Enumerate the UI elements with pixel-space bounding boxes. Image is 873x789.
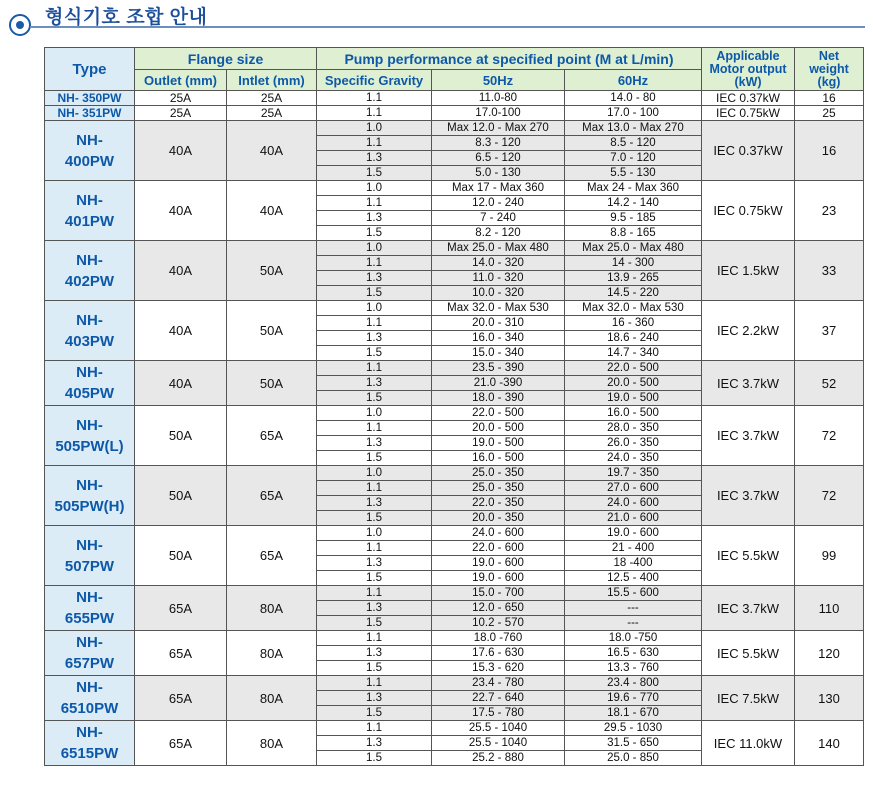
specific-gravity-cell: 1.3: [317, 376, 432, 391]
table-row: [45, 181, 864, 196]
net-weight-cell: 120: [795, 631, 864, 676]
model-type-line: NH-: [76, 679, 103, 696]
table-body: [45, 91, 864, 766]
perf-50hz-cell: 17.5 - 780: [432, 706, 565, 721]
specific-gravity-cell: 1.5: [317, 751, 432, 766]
perf-50hz-cell: Max 12.0 - Max 270: [432, 121, 565, 136]
table-row: [45, 721, 864, 736]
outlet-cell: 50A: [135, 526, 227, 586]
perf-60hz-cell: 21.0 - 600: [565, 511, 702, 526]
perf-50hz-cell: 16.0 - 500: [432, 451, 565, 466]
model-type-cell: [45, 676, 135, 721]
specific-gravity-cell: 1.1: [317, 361, 432, 376]
model-type-line: 505PW(L): [55, 437, 124, 455]
specific-gravity-cell: 1.1: [317, 196, 432, 211]
table-row: [45, 361, 864, 376]
header-motor-output: Applicable Motor output (kW): [702, 48, 795, 91]
outlet-cell: 40A: [135, 361, 227, 406]
net-weight-cell: 110: [795, 586, 864, 631]
specific-gravity-cell: 1.0: [317, 526, 432, 541]
specific-gravity-cell: 1.3: [317, 211, 432, 226]
table-row: [45, 106, 864, 121]
perf-60hz-cell: Max 32.0 - Max 530: [565, 301, 702, 316]
model-type-line: 401PW: [64, 212, 115, 230]
outlet-cell: 40A: [135, 301, 227, 361]
net-weight-cell: 33: [795, 241, 864, 301]
model-type-line: NH-: [76, 364, 103, 381]
perf-50hz-cell: Max 17 - Max 360: [432, 181, 565, 196]
perf-60hz-cell: 21 - 400: [565, 541, 702, 556]
outlet-cell: 40A: [135, 181, 227, 241]
header-type: Type: [45, 48, 135, 91]
motor-output-cell: IEC 2.2kW: [702, 301, 795, 361]
perf-50hz-cell: 19.0 - 600: [432, 571, 565, 586]
perf-50hz-cell: 12.0 - 240: [432, 196, 565, 211]
net-weight-cell: 37: [795, 301, 864, 361]
specific-gravity-cell: 1.3: [317, 646, 432, 661]
net-weight-cell: 72: [795, 466, 864, 526]
perf-50hz-cell: 11.0-80: [432, 91, 565, 106]
perf-60hz-cell: 28.0 - 350: [565, 421, 702, 436]
model-type-line: NH-: [76, 634, 103, 651]
specific-gravity-cell: 1.3: [317, 556, 432, 571]
model-type-cell: [45, 466, 135, 526]
outlet-cell: 50A: [135, 466, 227, 526]
model-type-line: NH-: [76, 536, 103, 554]
header-50hz: 50Hz: [432, 70, 565, 91]
perf-60hz-cell: 12.5 - 400: [565, 571, 702, 586]
perf-60hz-cell: 15.5 - 600: [565, 586, 702, 601]
perf-60hz-cell: 23.4 - 800: [565, 676, 702, 691]
perf-50hz-cell: 15.3 - 620: [432, 661, 565, 676]
model-type-line: NH-: [76, 131, 103, 149]
specific-gravity-cell: 1.1: [317, 481, 432, 496]
perf-60hz-cell: Max 25.0 - Max 480: [565, 241, 702, 256]
inlet-cell: 80A: [227, 721, 317, 766]
perf-50hz-cell: 7 - 240: [432, 211, 565, 226]
perf-50hz-cell: 14.0 - 320: [432, 256, 565, 271]
inlet-cell: 80A: [227, 586, 317, 631]
perf-60hz-cell: 14.7 - 340: [565, 346, 702, 361]
model-type-line: 402PW: [64, 272, 115, 290]
model-type-cell: [45, 181, 135, 241]
specific-gravity-cell: 1.1: [317, 421, 432, 436]
perf-50hz-cell: 8.3 - 120: [432, 136, 565, 151]
perf-50hz-cell: 11.0 - 320: [432, 271, 565, 286]
motor-output-cell: IEC 3.7kW: [702, 586, 795, 631]
outlet-cell: 65A: [135, 721, 227, 766]
net-weight-cell: 16: [795, 91, 864, 106]
model-type-cell: [45, 361, 135, 406]
perf-50hz-cell: 25.0 - 350: [432, 466, 565, 481]
perf-50hz-cell: 10.2 - 570: [432, 616, 565, 631]
perf-50hz-cell: 18.0 -760: [432, 631, 565, 646]
perf-60hz-cell: 8.5 - 120: [565, 136, 702, 151]
motor-output-cell: IEC 3.7kW: [702, 466, 795, 526]
specific-gravity-cell: 1.3: [317, 331, 432, 346]
perf-50hz-cell: 17.6 - 630: [432, 646, 565, 661]
motor-output-cell: IEC 3.7kW: [702, 406, 795, 466]
perf-60hz-cell: 18.0 -750: [565, 631, 702, 646]
specific-gravity-cell: 1.1: [317, 541, 432, 556]
inlet-cell: 80A: [227, 676, 317, 721]
perf-50hz-cell: 22.0 - 600: [432, 541, 565, 556]
outlet-cell: 65A: [135, 631, 227, 676]
perf-60hz-cell: 14.2 - 140: [565, 196, 702, 211]
perf-50hz-cell: 6.5 - 120: [432, 151, 565, 166]
page-header: [0, 0, 873, 34]
perf-60hz-cell: 25.0 - 850: [565, 751, 702, 766]
model-type-line: 6510PW: [60, 700, 119, 717]
specific-gravity-cell: 1.5: [317, 451, 432, 466]
motor-output-cell: IEC 1.5kW: [702, 241, 795, 301]
perf-50hz-cell: 5.0 - 130: [432, 166, 565, 181]
specific-gravity-cell: 1.5: [317, 511, 432, 526]
inlet-cell: 50A: [227, 361, 317, 406]
motor-output-cell: IEC 5.5kW: [702, 631, 795, 676]
perf-60hz-cell: 14.0 - 80: [565, 91, 702, 106]
perf-50hz-cell: 12.0 - 650: [432, 601, 565, 616]
perf-50hz-cell: 20.0 - 310: [432, 316, 565, 331]
perf-50hz-cell: 16.0 - 340: [432, 331, 565, 346]
model-type-line: NH-: [76, 251, 103, 269]
motor-output-cell: IEC 0.37kW: [702, 91, 795, 106]
outlet-cell: 40A: [135, 241, 227, 301]
model-type-cell: [45, 631, 135, 676]
model-type-cell: [45, 106, 135, 121]
specific-gravity-cell: 1.3: [317, 436, 432, 451]
specific-gravity-cell: 1.5: [317, 706, 432, 721]
header-specific-gravity: Specific Gravity: [317, 70, 432, 91]
header-net-weight: Net weight (kg): [795, 48, 864, 91]
perf-50hz-cell: 25.0 - 350: [432, 481, 565, 496]
perf-60hz-cell: 5.5 - 130: [565, 166, 702, 181]
perf-60hz-cell: ---: [565, 601, 702, 616]
table-row: [45, 301, 864, 316]
table-row: [45, 586, 864, 601]
inlet-cell: 40A: [227, 121, 317, 181]
perf-50hz-cell: 10.0 - 320: [432, 286, 565, 301]
outlet-cell: 65A: [135, 586, 227, 631]
net-weight-cell: 23: [795, 181, 864, 241]
model-type-cell: [45, 526, 135, 586]
perf-50hz-cell: 21.0 -390: [432, 376, 565, 391]
net-weight-cell: 72: [795, 406, 864, 466]
header-outlet: Outlet (mm): [135, 70, 227, 91]
perf-60hz-cell: 19.7 - 350: [565, 466, 702, 481]
perf-60hz-cell: 16.0 - 500: [565, 406, 702, 421]
header-inlet: Intlet (mm): [227, 70, 317, 91]
net-weight-cell: 25: [795, 106, 864, 121]
model-type-line: NH-: [76, 311, 103, 329]
page-title: 형식기호 조합 안내: [45, 7, 208, 28]
specific-gravity-cell: 1.5: [317, 571, 432, 586]
specific-gravity-cell: 1.1: [317, 316, 432, 331]
model-type-line: 507PW: [64, 557, 115, 575]
perf-60hz-cell: 8.8 - 165: [565, 226, 702, 241]
table-row: [45, 631, 864, 646]
outlet-cell: 40A: [135, 121, 227, 181]
model-type-line: 405PW: [64, 385, 115, 402]
model-type-line: NH-: [76, 191, 103, 209]
specific-gravity-cell: 1.3: [317, 496, 432, 511]
perf-60hz-cell: 19.6 - 770: [565, 691, 702, 706]
model-type-line: NH- 351PW: [57, 106, 122, 120]
table-row: [45, 526, 864, 541]
model-type-line: 6515PW: [60, 745, 119, 762]
header-pump-performance: Pump performance at specified point (M at L/min): [317, 48, 702, 70]
specific-gravity-cell: 1.1: [317, 136, 432, 151]
motor-output-cell: IEC 0.37kW: [702, 121, 795, 181]
pump-spec-table: [44, 47, 864, 766]
motor-output-cell: IEC 5.5kW: [702, 526, 795, 586]
perf-50hz-cell: 19.0 - 600: [432, 556, 565, 571]
specific-gravity-cell: 1.1: [317, 586, 432, 601]
model-type-cell: [45, 406, 135, 466]
perf-60hz-cell: 22.0 - 500: [565, 361, 702, 376]
specific-gravity-cell: 1.1: [317, 106, 432, 121]
perf-60hz-cell: 14.5 - 220: [565, 286, 702, 301]
specific-gravity-cell: 1.3: [317, 151, 432, 166]
table-row: [45, 676, 864, 691]
inlet-cell: 65A: [227, 466, 317, 526]
specific-gravity-cell: 1.5: [317, 286, 432, 301]
inlet-cell: 80A: [227, 631, 317, 676]
perf-50hz-cell: 19.0 - 500: [432, 436, 565, 451]
specific-gravity-cell: 1.5: [317, 166, 432, 181]
perf-60hz-cell: 31.5 - 650: [565, 736, 702, 751]
model-type-cell: [45, 241, 135, 301]
specific-gravity-cell: 1.3: [317, 271, 432, 286]
motor-output-cell: IEC 0.75kW: [702, 181, 795, 241]
specific-gravity-cell: 1.5: [317, 661, 432, 676]
perf-60hz-cell: 24.0 - 600: [565, 496, 702, 511]
model-type-cell: [45, 91, 135, 106]
perf-60hz-cell: 18 -400: [565, 556, 702, 571]
specific-gravity-cell: 1.0: [317, 181, 432, 196]
inlet-cell: 40A: [227, 181, 317, 241]
perf-50hz-cell: 25.5 - 1040: [432, 721, 565, 736]
specific-gravity-cell: 1.3: [317, 691, 432, 706]
specific-gravity-cell: 1.1: [317, 91, 432, 106]
title-underline: [30, 26, 865, 28]
perf-60hz-cell: 26.0 - 350: [565, 436, 702, 451]
model-type-line: NH-: [76, 416, 103, 434]
perf-60hz-cell: 29.5 - 1030: [565, 721, 702, 736]
motor-output-cell: IEC 11.0kW: [702, 721, 795, 766]
model-type-cell: [45, 121, 135, 181]
perf-60hz-cell: 27.0 - 600: [565, 481, 702, 496]
motor-output-cell: IEC 3.7kW: [702, 361, 795, 406]
model-type-line: NH- 350PW: [57, 91, 122, 105]
perf-60hz-cell: 9.5 - 185: [565, 211, 702, 226]
perf-50hz-cell: Max 25.0 - Max 480: [432, 241, 565, 256]
model-type-line: NH-: [76, 724, 103, 741]
header-flange-size: Flange size: [135, 48, 317, 70]
inlet-cell: 65A: [227, 526, 317, 586]
perf-60hz-cell: 24.0 - 350: [565, 451, 702, 466]
table-row: [45, 406, 864, 421]
perf-50hz-cell: 22.7 - 640: [432, 691, 565, 706]
perf-50hz-cell: 23.5 - 390: [432, 361, 565, 376]
perf-60hz-cell: 13.3 - 760: [565, 661, 702, 676]
specific-gravity-cell: 1.0: [317, 121, 432, 136]
model-type-line: 505PW(H): [54, 497, 125, 515]
specific-gravity-cell: 1.0: [317, 406, 432, 421]
outlet-cell: 25A: [135, 106, 227, 121]
motor-output-cell: IEC 0.75kW: [702, 106, 795, 121]
specific-gravity-cell: 1.0: [317, 241, 432, 256]
specific-gravity-cell: 1.0: [317, 301, 432, 316]
motor-output-cell: IEC 7.5kW: [702, 676, 795, 721]
perf-60hz-cell: 7.0 - 120: [565, 151, 702, 166]
outlet-cell: 25A: [135, 91, 227, 106]
model-type-line: NH-: [76, 589, 103, 606]
perf-60hz-cell: Max 13.0 - Max 270: [565, 121, 702, 136]
perf-50hz-cell: 8.2 - 120: [432, 226, 565, 241]
model-type-cell: [45, 301, 135, 361]
perf-50hz-cell: 22.0 - 350: [432, 496, 565, 511]
perf-60hz-cell: 19.0 - 600: [565, 526, 702, 541]
net-weight-cell: 16: [795, 121, 864, 181]
inlet-cell: 25A: [227, 91, 317, 106]
perf-50hz-cell: 25.5 - 1040: [432, 736, 565, 751]
model-type-line: 403PW: [64, 332, 115, 350]
net-weight-cell: 130: [795, 676, 864, 721]
specific-gravity-cell: 1.1: [317, 676, 432, 691]
model-type-line: 655PW: [64, 610, 115, 627]
perf-60hz-cell: 18.1 - 670: [565, 706, 702, 721]
model-type-cell: [45, 586, 135, 631]
perf-60hz-cell: 20.0 - 500: [565, 376, 702, 391]
specific-gravity-cell: 1.5: [317, 346, 432, 361]
perf-50hz-cell: 15.0 - 700: [432, 586, 565, 601]
perf-60hz-cell: ---: [565, 616, 702, 631]
perf-60hz-cell: 17.0 - 100: [565, 106, 702, 121]
inlet-cell: 65A: [227, 406, 317, 466]
outlet-cell: 50A: [135, 406, 227, 466]
perf-60hz-cell: 18.6 - 240: [565, 331, 702, 346]
perf-50hz-cell: 15.0 - 340: [432, 346, 565, 361]
perf-60hz-cell: 14 - 300: [565, 256, 702, 271]
specific-gravity-cell: 1.0: [317, 466, 432, 481]
specific-gravity-cell: 1.5: [317, 616, 432, 631]
inlet-cell: 50A: [227, 301, 317, 361]
specific-gravity-cell: 1.3: [317, 601, 432, 616]
specific-gravity-cell: 1.1: [317, 721, 432, 736]
table-row: [45, 241, 864, 256]
model-type-cell: [45, 721, 135, 766]
perf-50hz-cell: 25.2 - 880: [432, 751, 565, 766]
table-row: [45, 91, 864, 106]
perf-50hz-cell: Max 32.0 - Max 530: [432, 301, 565, 316]
net-weight-cell: 52: [795, 361, 864, 406]
perf-50hz-cell: 24.0 - 600: [432, 526, 565, 541]
perf-50hz-cell: 20.0 - 350: [432, 511, 565, 526]
outlet-cell: 65A: [135, 676, 227, 721]
header-60hz: 60Hz: [565, 70, 702, 91]
perf-60hz-cell: 19.0 - 500: [565, 391, 702, 406]
specific-gravity-cell: 1.3: [317, 736, 432, 751]
model-type-line: 400PW: [64, 152, 115, 170]
specific-gravity-cell: 1.5: [317, 391, 432, 406]
perf-50hz-cell: 22.0 - 500: [432, 406, 565, 421]
circle-bullet-icon: [9, 14, 31, 36]
perf-50hz-cell: 20.0 - 500: [432, 421, 565, 436]
perf-60hz-cell: 16.5 - 630: [565, 646, 702, 661]
perf-60hz-cell: Max 24 - Max 360: [565, 181, 702, 196]
inlet-cell: 25A: [227, 106, 317, 121]
perf-50hz-cell: 18.0 - 390: [432, 391, 565, 406]
perf-50hz-cell: 23.4 - 780: [432, 676, 565, 691]
perf-50hz-cell: 17.0-100: [432, 106, 565, 121]
table-row: [45, 466, 864, 481]
model-type-line: 657PW: [64, 655, 115, 672]
specific-gravity-cell: 1.1: [317, 631, 432, 646]
net-weight-cell: 140: [795, 721, 864, 766]
model-type-line: NH-: [76, 476, 103, 494]
inlet-cell: 50A: [227, 241, 317, 301]
table-row: [45, 121, 864, 136]
net-weight-cell: 99: [795, 526, 864, 586]
specific-gravity-cell: 1.1: [317, 256, 432, 271]
perf-60hz-cell: 13.9 - 265: [565, 271, 702, 286]
specific-gravity-cell: 1.5: [317, 226, 432, 241]
perf-60hz-cell: 16 - 360: [565, 316, 702, 331]
